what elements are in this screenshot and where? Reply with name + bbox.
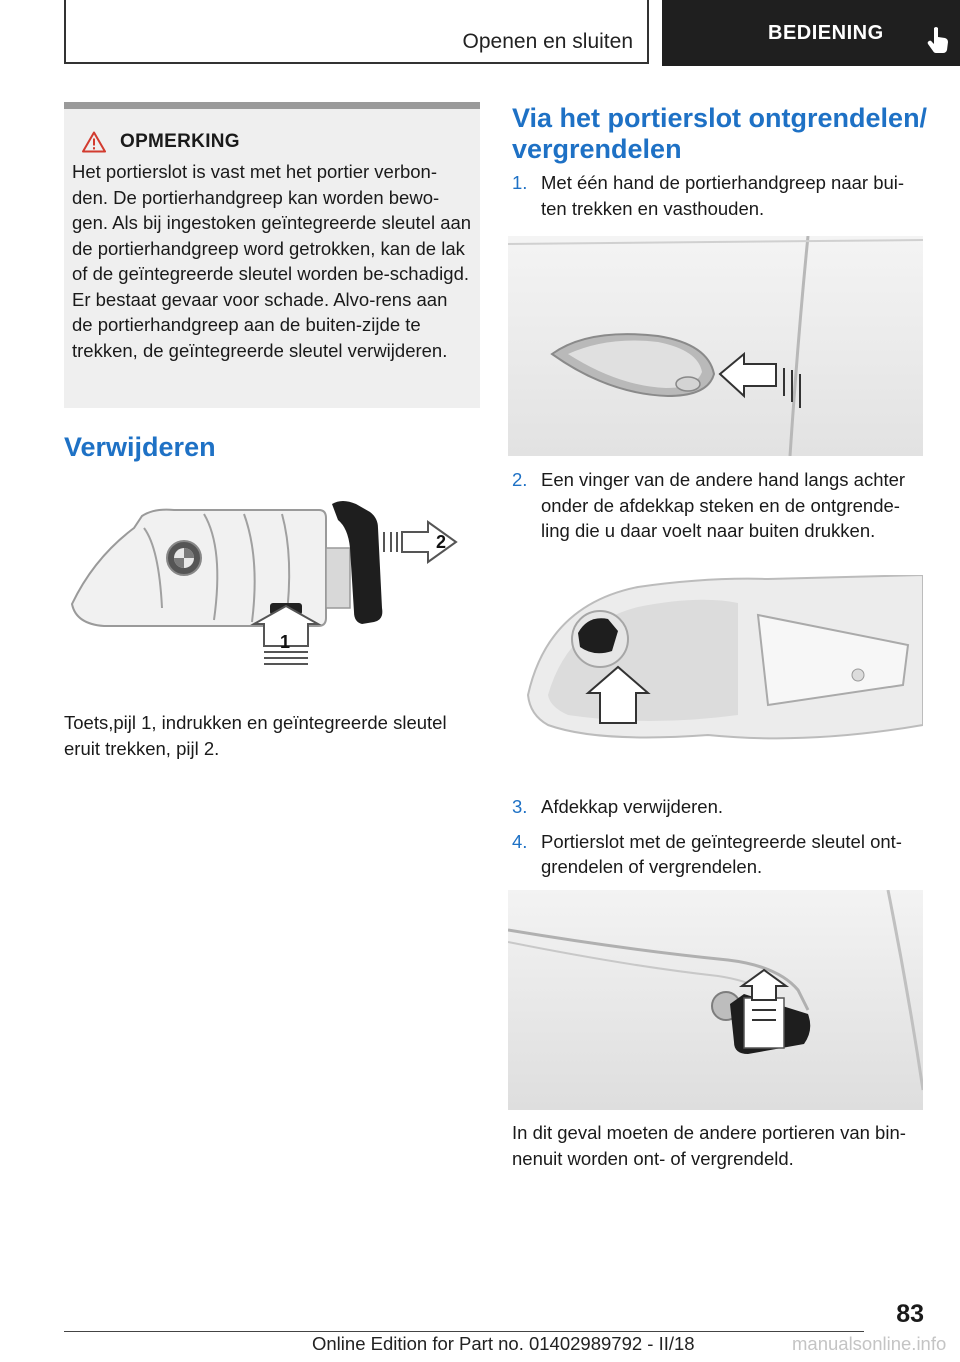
footer-divider (64, 1331, 864, 1332)
header-chapter-label: BEDIENING (768, 21, 884, 44)
door-handle-figure (508, 236, 923, 456)
header-section-title: Openen en sluiten (462, 30, 633, 53)
warning-triangle-icon (82, 131, 106, 153)
step-text: Met één hand de portierhandgreep naar bui-ten trekken en vasthouden. (541, 172, 905, 219)
header-chapter-tab[interactable] (662, 0, 960, 66)
warning-title: OPMERKING (120, 131, 240, 152)
warning-body: Het portierslot is vast met het portier verbon-den. De portierhandgreep kan worden bewo-gen. Als bij ingestoken geïntegreerde sleutel aan de portierhandgreep word getrokken, kan de lak of de geïntegreerde sleutel worden be-schadigd. Er bestaat gevaar voor schade. Alvo-rens aan de portierhandgreep aan de buiten-zijde te trekken, de geïntegreerde sleutel verwijderen. (72, 161, 472, 361)
warning-header (82, 131, 472, 153)
remove-heading: Verwijderen (64, 432, 216, 462)
cover-cap-figure (508, 575, 923, 775)
step-number: 3. (512, 796, 528, 817)
list-item (512, 794, 928, 820)
door-lock-key-figure (508, 890, 923, 1110)
warning-box (64, 102, 480, 408)
unlock-note: In dit geval moeten de andere portieren van bin-nenuit worden ont- of vergrendeld. (512, 1122, 906, 1169)
unlock-heading: Via het portierslot ontgrendelen/ vergrendelen (512, 103, 928, 164)
header-frame (64, 0, 649, 64)
remove-instruction: Toets,pijl 1, indrukken en geïntegreerde sleutel eruit trekken, pijl 2. (64, 712, 447, 759)
steps-list-c (512, 794, 928, 889)
steps-list-b (512, 467, 928, 553)
pointing-hand-icon (927, 26, 951, 54)
steps-list-a (512, 170, 928, 230)
arrow-1-label: 1 (280, 632, 291, 652)
footer-edition: Online Edition for Part no. 01402989792 - II/18 (312, 1333, 695, 1354)
step-number: 4. (512, 830, 528, 852)
footer-watermark: manualsonline.info (792, 1333, 947, 1354)
step-number: 2. (512, 469, 528, 490)
list-item (512, 467, 928, 544)
key-removal-figure (64, 488, 480, 688)
list-item (512, 170, 928, 221)
step-text: Een vinger van de andere hand langs achter onder de afdekkap steken en de ontgrende-ling die u daar voelt naar buiten drukken. (541, 469, 906, 541)
list-item (512, 829, 928, 880)
arrow-2-label: 2 (436, 532, 447, 552)
step-number: 1. (512, 172, 528, 193)
step-text: Afdekkap verwijderen. (541, 796, 724, 817)
step-text: Portierslot met de geïntegreerde sleutel ont-grendelen of vergrendelen. (541, 830, 902, 877)
page-number: 83 (896, 1300, 924, 1328)
